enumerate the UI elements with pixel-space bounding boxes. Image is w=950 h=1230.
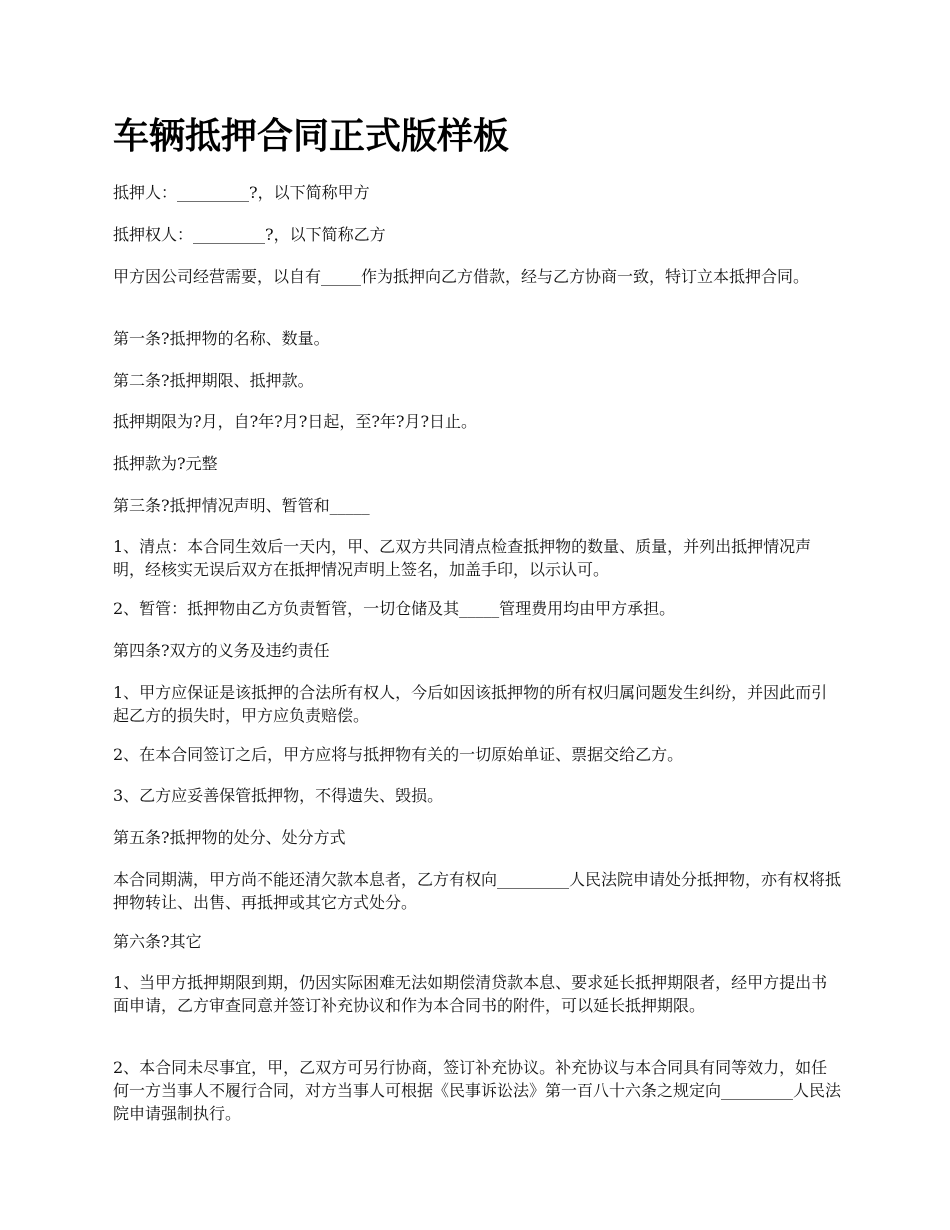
paragraph-documents-handover: 2、在本合同签订之后，甲方应将与抵押物有关的一切原始单证、票据交给乙方。 [113, 745, 684, 764]
article-3-heading: 第三条?抵押情况声明、暂管和_____ [113, 496, 370, 515]
document-title: 车辆抵押合同正式版样板 [113, 115, 510, 157]
article-2-heading: 第二条?抵押期限、抵押款。 [113, 371, 314, 390]
paragraph-safekeeping: 3、乙方应妥善保管抵押物，不得遗失、毁损。 [113, 786, 444, 805]
paragraph-supplementary: 2、本合同未尽事宜，甲，乙双方可另行协商，签订补充协议。补充协议与本合同具有同等效力，如任何一方当事人不履行合同，对方当事人可根据《民事诉讼法》第一百八十六条之规定向_________人民法院申请强制执行。 [113, 1058, 842, 1123]
article-5-heading: 第五条?抵押物的处分、处分方式 [113, 828, 346, 847]
paragraph-mortgagee: 抵押权人：_________?，以下简称乙方 [113, 225, 386, 244]
paragraph-mortgagor: 抵押人：_________?，以下简称甲方 [113, 183, 370, 202]
paragraph-disposal: 本合同期满，甲方尚不能还清欠款本息者，乙方有权向_________人民法院申请处分抵押物，亦有权将抵押物转让、出售、再抵押或其它方式处分。 [113, 870, 842, 912]
paragraph-inventory: 1、清点：本合同生效后一天内，甲、乙双方共同清点检查抵押物的数量、质量，并列出抵押情况声明，经核实无误后双方在抵押情况声明上签名，加盖手印，以示认可。 [113, 537, 812, 579]
paragraph-mortgage-term: 抵押期限为?月，自?年?月?日起，至?年?月?日止。 [113, 412, 478, 431]
article-1-heading: 第一条?抵押物的名称、数量。 [113, 329, 330, 348]
article-6-heading: 第六条?其它 [113, 932, 202, 951]
paragraph-mortgage-amount: 抵押款为?元整 [113, 454, 218, 473]
paragraph-custody: 2、暂管：抵押物由乙方负责暂管，一切仓储及其_____管理费用均由甲方承担。 [113, 599, 676, 618]
article-4-heading: 第四条?双方的义务及违约责任 [113, 641, 330, 660]
paragraph-ownership-guarantee: 1、甲方应保证是该抵押的合法所有权人，今后如因该抵押物的所有权归属问题发生纠纷，并因此而引起乙方的损失时，甲方应负责赔偿。 [113, 683, 828, 725]
paragraph-extension: 1、当甲方抵押期限到期，仍因实际困难无法如期偿清贷款本息、要求延长抵押期限者，经甲方提出书面申请，乙方审查同意并签订补充协议和作为本合同书的附件，可以延长抵押期限。 [113, 973, 828, 1015]
paragraph-preamble: 甲方因公司经营需要，以自有_____作为抵押向乙方借款，经与乙方协商一致，特订立本抵押合同。 [113, 267, 810, 286]
